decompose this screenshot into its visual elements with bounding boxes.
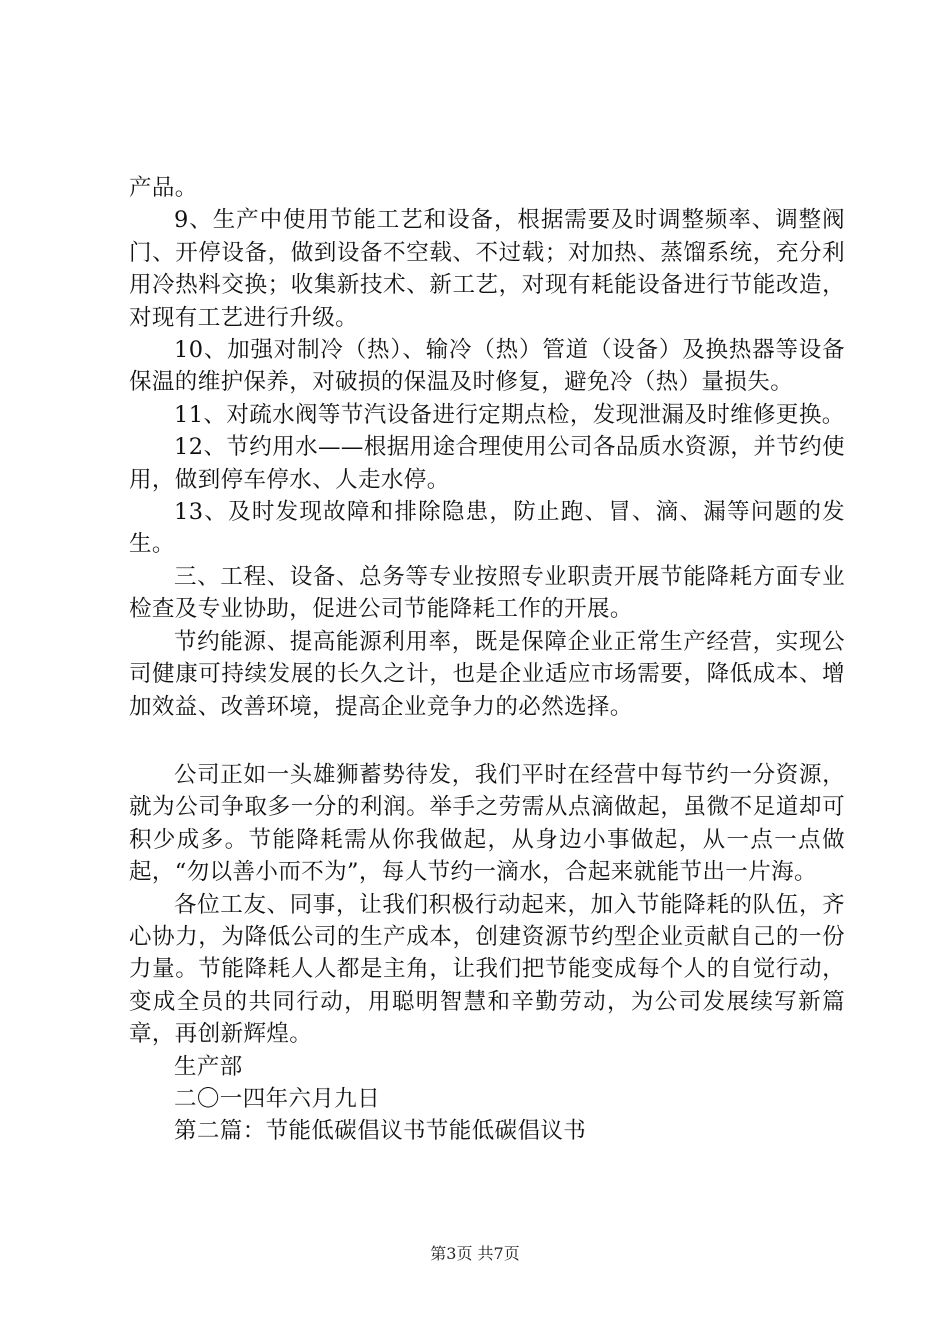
paragraph-gap [129, 723, 845, 759]
page-number-footer: 第3页 共7页 [430, 1244, 520, 1263]
paragraph-item-9: 9、生产中使用节能工艺和设备，根据需要及时调整频率、调整阀门、开停设备，做到设备不空载、不过载；对加热、蒸馏系统，充分利用冷热料交换；收集新技术、新工艺，对现有耗能设备进行节能改造，对现有工艺进行升级。 [129, 207, 845, 331]
paragraph-item-12: 12、节约用水——根据用途合理使用公司各品质水资源，并节约使用，做到停车停水、人走水停。 [129, 434, 845, 493]
signature-date: 二〇一四年六月九日 [174, 1085, 381, 1112]
paragraph-item-11: 11、对疏水阀等节汽设备进行定期点检，发现泄漏及时维修更换。 [174, 401, 845, 428]
paragraph-summary: 节约能源、提高能源利用率，既是保障企业正常生产经营，实现公司健康可持续发展的长久之计，也是企业适应市场需要，降低成本、增加效益、改善环境，提高企业竞争力的必然选择。 [129, 628, 845, 720]
paragraph-appeal: 公司正如一头雄狮蓄势待发，我们平时在经营中每节约一分资源，就为公司争取多一分的利润。举手之劳需从点滴做起，虽微不足道却可积少成多。节能降耗需从你我做起，从身边小事做起，从一点一点做起，“勿以善小而不为”，每人节约一滴水，合起来就能节出一片海。 [129, 761, 845, 886]
paragraph-continuation: 产品。 [129, 175, 198, 201]
paragraph-section-three: 三、工程、设备、总务等专业按照专业职责开展节能降耗方面专业检查及专业协助，促进公司节能降耗工作的开展。 [129, 563, 845, 623]
paragraph-item-10: 10、加强对制冷（热）、输冷（热）管道（设备）及换热器等设备保温的维护保养，对破损的保温及时修复，避免冷（热）量损失。 [129, 337, 845, 396]
paragraph-call-to-action: 各位工友、同事，让我们积极行动起来，加入节能降耗的队伍，齐心协力，为降低公司的生产成本，创建资源节约型企业贡献自己的一份力量。节能降耗人人都是主角，让我们把节能变成每个人的自觉行动，变成全员的共同行动，用聪明智慧和辛勤劳动，为公司发展续写新篇章，再创新辉煌。 [129, 891, 845, 1048]
signature-department: 生产部 [174, 1053, 243, 1080]
paragraph-item-13: 13、及时发现故障和排除隐患，防止跑、冒、滴、漏等问题的发生。 [129, 499, 845, 558]
document-body [129, 172, 845, 1148]
next-section-heading: 第二篇：节能低碳倡议书节能低碳倡议书 [174, 1118, 587, 1145]
